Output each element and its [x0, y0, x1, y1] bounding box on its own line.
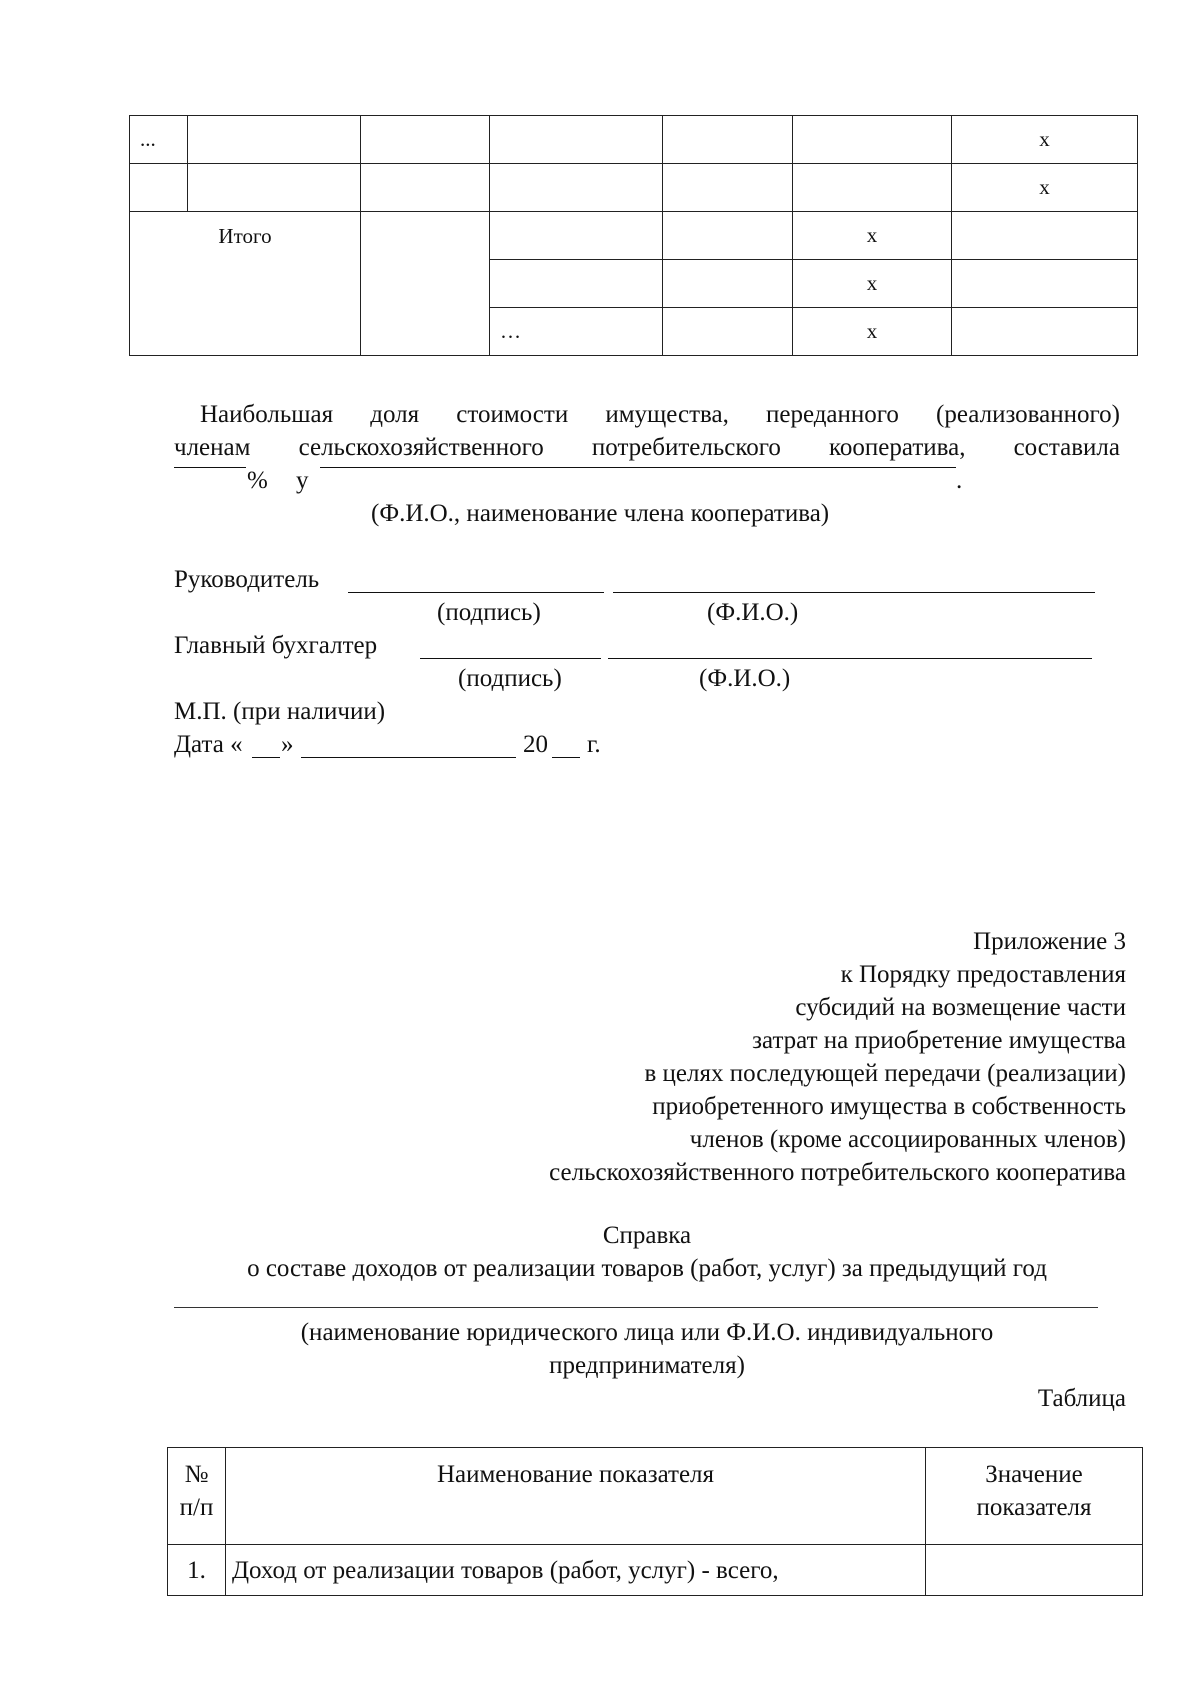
appendix-line: приобретенного имущества в собственность: [652, 1093, 1126, 1120]
table-cell: x: [952, 116, 1138, 164]
table-header-row: [168, 1448, 1143, 1545]
appendix-line: к Порядку предоставления: [840, 961, 1126, 988]
table-cell: [361, 164, 490, 212]
signature-caption: (подпись): [458, 665, 562, 692]
word: Наибольшая: [200, 401, 334, 428]
signature-caption: (подпись): [437, 599, 541, 626]
appendix-line: затрат на приобретение имущества: [752, 1027, 1126, 1054]
table-cell: [361, 212, 490, 356]
table-cell: x: [793, 308, 952, 356]
year-blank: [552, 757, 580, 758]
income-table: [167, 1447, 1143, 1596]
head-signature-blank: [348, 592, 604, 593]
period: .: [956, 467, 963, 494]
table-cell: [490, 212, 663, 260]
seal-note: М.П. (при наличии): [174, 698, 386, 725]
cooperative-property-table: [129, 115, 1138, 356]
accountant-fio-blank: [608, 658, 1092, 659]
appendix-block: [549, 925, 1126, 1189]
word: стоимости: [456, 401, 569, 428]
share-paragraph-line-2: [174, 431, 1120, 464]
word: имущества,: [605, 401, 729, 428]
fio-caption: (Ф.И.О.): [699, 665, 791, 692]
total-label-cell: Итого: [130, 212, 361, 356]
word: переданного: [765, 401, 899, 428]
word: потребительского: [591, 434, 781, 461]
appendix-line: сельскохозяйственного потребительского кооператива: [549, 1159, 1126, 1186]
row-name: Доход от реализации товаров (работ, услуг) - всего,: [226, 1545, 926, 1596]
appendix-line: в целях последующей передачи (реализации): [644, 1060, 1126, 1087]
header-num: № п/п: [168, 1448, 226, 1545]
appendix-line: Приложение 3: [973, 928, 1126, 955]
percent-blank: [174, 467, 246, 468]
table-label: Таблица: [1037, 1385, 1126, 1412]
header-value: Значение показателя: [926, 1448, 1143, 1545]
table-cell: [663, 308, 793, 356]
word: членам: [174, 434, 251, 461]
table-cell: …: [490, 308, 663, 356]
date-prefix: Дата «: [174, 731, 243, 758]
table-cell: ...: [130, 116, 188, 164]
row-value: [926, 1545, 1143, 1596]
table-cell: [361, 116, 490, 164]
table-row: [130, 212, 1138, 260]
table-cell: [188, 164, 361, 212]
share-paragraph-line-1: [200, 398, 1120, 431]
accountant-label: Главный бухгалтер: [174, 632, 378, 659]
row-num: 1.: [168, 1545, 226, 1596]
year-suffix: г.: [587, 731, 601, 758]
accountant-signature-blank: [420, 658, 601, 659]
word: составила: [1013, 434, 1120, 461]
date-close-quote: »: [281, 731, 294, 758]
member-name-caption: (Ф.И.О., наименование члена кооператива): [371, 500, 830, 527]
table-row: [130, 164, 1138, 212]
table-row: [168, 1545, 1143, 1596]
day-blank: [252, 757, 280, 758]
table-cell: [663, 260, 793, 308]
percent-sign: %: [247, 467, 268, 494]
word: кооператива,: [829, 434, 966, 461]
word: (реализованного): [936, 401, 1120, 428]
table-cell: x: [793, 260, 952, 308]
preposition: у: [296, 467, 309, 494]
appendix-line: субсидий на возмещение части: [795, 994, 1126, 1021]
head-label: Руководитель: [174, 566, 320, 593]
year-prefix: 20: [523, 731, 548, 758]
entity-name-blank: [174, 1307, 1098, 1308]
table-cell: [130, 164, 188, 212]
table-cell: [490, 260, 663, 308]
table-cell: [952, 260, 1138, 308]
table-cell: [490, 164, 663, 212]
table-row: [130, 116, 1138, 164]
fio-caption: (Ф.И.О.): [707, 599, 799, 626]
table-cell: [490, 116, 663, 164]
table-cell: [188, 116, 361, 164]
entity-caption-line-1: (наименование юридического лица или Ф.И.О. индивидуального: [300, 1319, 994, 1346]
word: доля: [370, 401, 420, 428]
word: сельскохозяйственного: [298, 434, 544, 461]
table-cell: [952, 212, 1138, 260]
entity-caption-line-2: предпринимателя): [549, 1352, 745, 1379]
table-cell: [793, 116, 952, 164]
head-fio-blank: [613, 592, 1095, 593]
certificate-title: Справка: [602, 1222, 692, 1249]
appendix-line: членов (кроме ассоциированных членов): [689, 1126, 1126, 1153]
header-name: Наименование показателя: [226, 1448, 926, 1545]
table-cell: [952, 308, 1138, 356]
table-cell: x: [793, 212, 952, 260]
table-cell: [793, 164, 952, 212]
table-cell: x: [952, 164, 1138, 212]
member-name-blank: [320, 467, 956, 468]
table-cell: [663, 164, 793, 212]
month-blank: [301, 757, 516, 758]
certificate-subtitle: о составе доходов от реализации товаров (работ, услуг) за предыдущий год: [247, 1255, 1047, 1282]
table-cell: [663, 116, 793, 164]
table-cell: [663, 212, 793, 260]
